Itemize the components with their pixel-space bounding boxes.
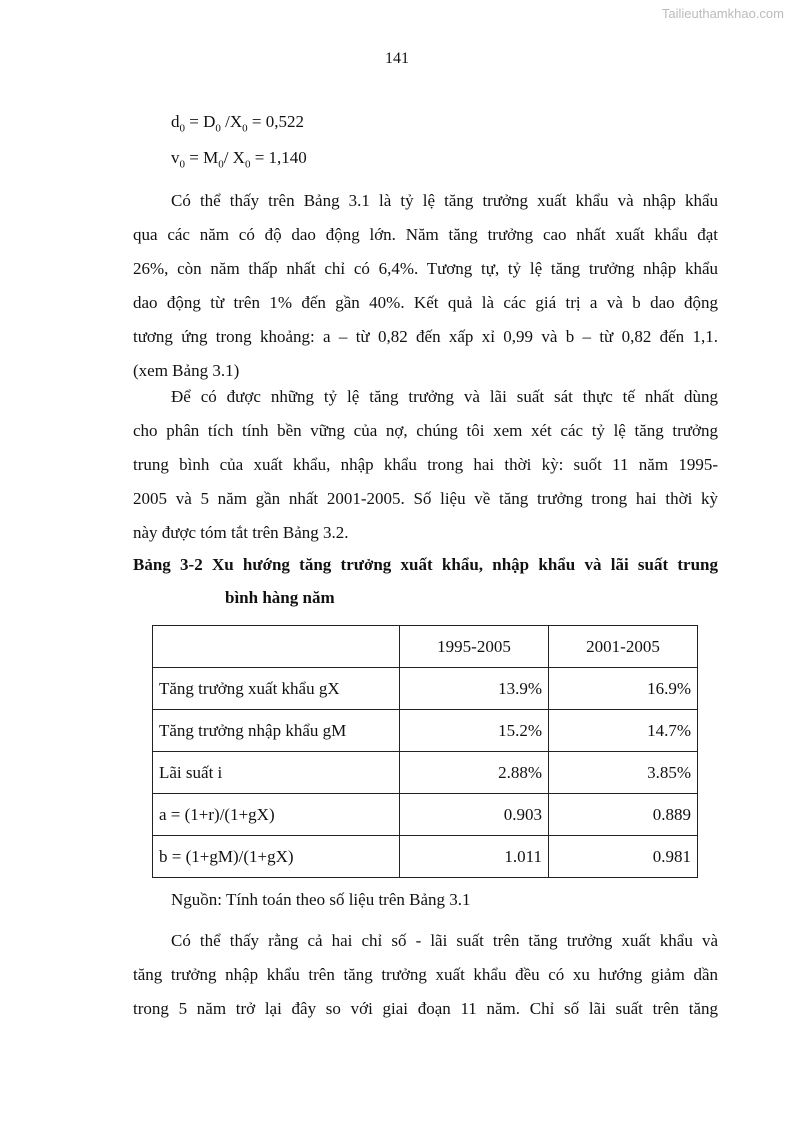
cell: 1.011	[400, 836, 549, 878]
cell: 2.88%	[400, 752, 549, 794]
header-cell	[153, 626, 400, 668]
cell: 0.889	[549, 794, 698, 836]
text-line: qua các năm có độ dao động lớn. Năm tăng trưởng cao nhất xuất khẩu đạt	[133, 225, 718, 244]
table-row	[153, 668, 698, 710]
cell: Lãi suất i	[153, 752, 400, 794]
caption-line: Bảng 3-2 Xu hướng tăng trưởng xuất khẩu, nhập khẩu và lãi suất trung	[133, 555, 718, 574]
header-cell: 1995-2005	[400, 626, 549, 668]
paragraph-3	[133, 924, 718, 1026]
text-line: tăng trưởng nhập khẩu trên tăng trưởng xuất khẩu đều có xu hướng giảm dần	[133, 965, 718, 984]
text-line: dao động từ trên 1% đến gần 40%. Kết quả là các giá trị a và b dao động	[133, 293, 718, 312]
cell: Tăng trưởng nhập khẩu gM	[153, 710, 400, 752]
text-line: này được tóm tắt trên Bảng 3.2.	[133, 523, 349, 542]
table-source: Nguồn: Tính toán theo số liệu trên Bảng 3.1	[171, 890, 471, 909]
cell: 14.7%	[549, 710, 698, 752]
text-line: tương ứng trong khoảng: a – từ 0,82 đến xấp xỉ 0,99 và b – từ 0,82 đến 1,1.	[133, 327, 718, 346]
equation-d0: $d_0 = D_0$ $/X_0 = 0,522$	[171, 112, 304, 135]
cell: 16.9%	[549, 668, 698, 710]
table-row	[153, 752, 698, 794]
table-row	[153, 710, 698, 752]
cell: Tăng trưởng xuất khẩu gX	[153, 668, 400, 710]
text-line: trong 5 năm trở lại đây so với giai đoạn 11 năm. Chỉ số lãi suất trên tăng	[133, 999, 718, 1018]
paragraph-1	[133, 184, 718, 388]
growth-table	[152, 625, 698, 878]
text-line: cho phân tích tính bền vững của nợ, chúng tôi xem xét các tỷ lệ tăng trưởng	[133, 421, 718, 440]
page-number: 141	[385, 50, 409, 67]
text-line: trung bình của xuất khẩu, nhập khẩu trong hai thời kỳ: suốt 11 năm 1995-	[133, 455, 718, 474]
header-cell: 2001-2005	[549, 626, 698, 668]
cell: 0.903	[400, 794, 549, 836]
table-header-row	[153, 626, 698, 668]
cell: b = (1+gM)/(1+gX)	[153, 836, 400, 878]
text-line: 26%, còn năm thấp nhất chỉ có 6,4%. Tương tự, tỷ lệ tăng trưởng nhập khẩu	[133, 259, 718, 278]
text-line: Có thể thấy rằng cả hai chỉ số - lãi suất trên tăng trưởng xuất khẩu và	[171, 931, 718, 950]
cell: 3.85%	[549, 752, 698, 794]
text-line: 2005 và 5 năm gần nhất 2001-2005. Số liệu về tăng trưởng trong hai thời kỳ	[133, 489, 718, 508]
cell: a = (1+r)/(1+gX)	[153, 794, 400, 836]
cell: 13.9%	[400, 668, 549, 710]
equation-v0: $v_0 = M_0/$ $X_0 = 1,140$	[171, 148, 307, 171]
paragraph-2	[133, 380, 718, 550]
cell: 0.981	[549, 836, 698, 878]
cell: 15.2%	[400, 710, 549, 752]
caption-line: bình hàng năm	[225, 588, 335, 607]
table-caption	[133, 548, 718, 614]
watermark: Tailieuthamkhao.com	[661, 6, 784, 21]
table-row	[153, 794, 698, 836]
text-line: (xem Bảng 3.1)	[133, 361, 240, 380]
table-row	[153, 836, 698, 878]
text-line: Có thể thấy trên Bảng 3.1 là tỷ lệ tăng trưởng xuất khẩu và nhập khẩu	[171, 191, 718, 210]
text-line: Để có được những tỷ lệ tăng trưởng và lãi suất sát thực tế nhất dùng	[171, 387, 718, 406]
